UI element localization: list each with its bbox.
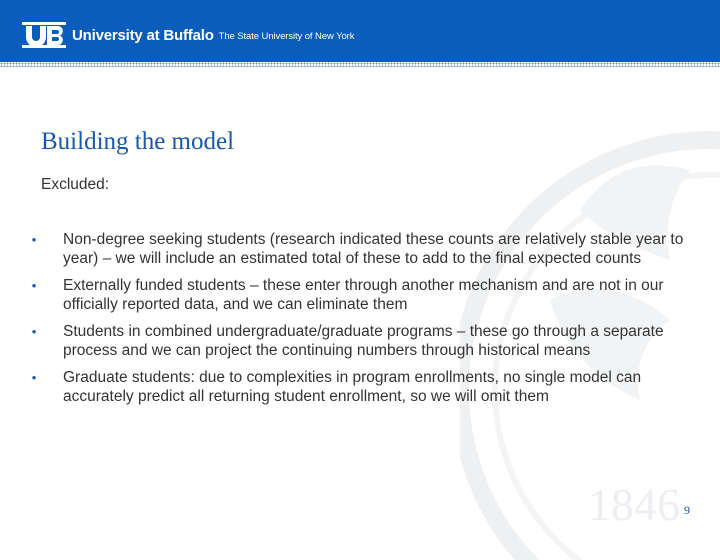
bullet-icon: • xyxy=(31,278,37,293)
bullet-text: Students in combined undergraduate/graduate programs – these go through a separate process and we can project the continuing numbers through historical means xyxy=(63,323,664,359)
bullet-item xyxy=(27,276,697,314)
slide-title: Building the model xyxy=(41,128,235,155)
bullet-icon: • xyxy=(31,324,37,339)
page-number: 9 xyxy=(684,503,690,517)
bullet-icon: • xyxy=(31,232,37,247)
university-name: University at Buffalo xyxy=(72,26,214,44)
bullet-text: Non-degree seeking students (research indicated these counts are relatively stable year to year) – we will include an estimated total of these to add to the final expected counts xyxy=(63,231,684,267)
header-dotted-rule xyxy=(0,62,720,67)
ub-logo xyxy=(22,22,354,48)
bullet-icon: • xyxy=(31,370,37,385)
slide-subheading: Excluded: xyxy=(41,176,110,193)
ub-logo-mark-icon xyxy=(22,22,66,48)
seal-year-text: 1846 xyxy=(588,479,680,530)
bullet-text: Graduate students: due to complexities in program enrollments, no single model can accurately predict all returning student enrollment, so we will omit them xyxy=(63,369,642,405)
bullet-list xyxy=(27,230,697,414)
bullet-item xyxy=(27,368,697,406)
university-tagline: The State University of New York xyxy=(218,30,355,42)
bullet-text: Externally funded students – these enter through another mechanism and are not in our officially reported data, and we can eliminate them xyxy=(63,277,664,313)
bullet-item xyxy=(27,322,697,360)
bullet-item xyxy=(27,230,697,268)
